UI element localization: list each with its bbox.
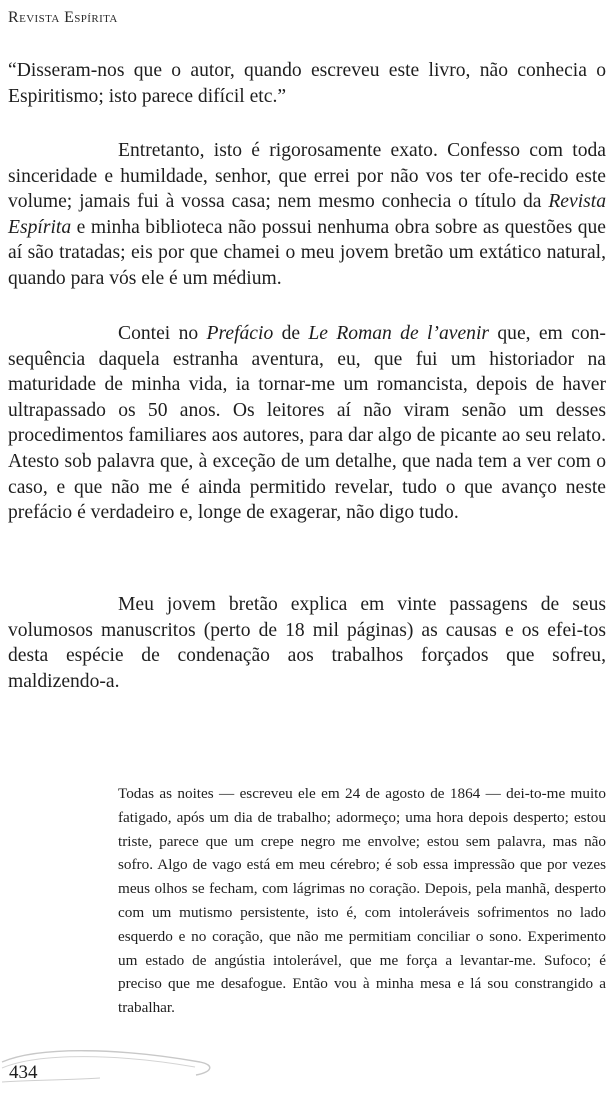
italic-title-revista: Revista Espírita	[8, 191, 606, 238]
paragraph-text: que, em con-sequência daquela estranha aventura, eu, que fui um historiador na maturidade de minha vida, ia tornar-me um romancista, depois de haver ultrapassado os 50 anos. Os leitores aí não viram senão um desses procedimentos familiares aos autores, para dar algo de picante ao seu relato. Atesto sob palavra que, à exceção de um detalhe, que nada tem a ver com o caso, e que não me é ainda permitido revelar, tudo o que avanço neste prefácio é verdadeiro e, longe de exagerar, não digo tudo.	[8, 323, 606, 524]
paragraph-text: Entretanto, isto é rigorosamente exato. Confesso com toda sinceridade e humildade, senhor, que errei por não vos ter ofe-recido este volume; jamais fui à vossa casa; nem mesmo conhecia o título da	[8, 140, 606, 213]
italic-title-roman: Le Roman de l’avenir	[308, 323, 490, 344]
italic-title-prefacio: Prefácio	[206, 323, 274, 344]
page-number: 434	[9, 1062, 38, 1083]
opening-quote-paragraph: “Disseram-nos que o autor, quando escreveu este livro, não conhecia o Espiritismo; isto parece difícil etc.”	[8, 60, 606, 107]
running-head-title: Revista Espírita	[8, 9, 118, 26]
decorative-swoosh-icon	[0, 1042, 260, 1092]
paragraph-text: e minha biblioteca não possui nenhuma obra sobre as questões que aí são tratadas; eis por que chamei o meu jovem bretão um extático natural, quando para vós ele é um médium.	[8, 216, 606, 289]
paragraph-text: Contei no	[118, 323, 199, 344]
paragraph-contei	[8, 321, 606, 526]
block-quote: Todas as noites — escreveu ele em 24 de agosto de 1864 — dei-to-me muito fatigado, após um dia de trabalho; adormeço; uma hora depois desperto; estou triste, parece que um crepe negro me envolve; estou sem palavra, mas não sofro. Algo de vago está em meu cérebro; é sob essa impressão que por vezes meus olhos se fecham, com lágrimas no coração. Depois, pela manhã, desperto com um mutismo persistente, isto é, com intoleráveis sofrimentos no lado esquerdo e no coração, que não me permitiam conciliar o sono. Experimento um estado de angústia intolerável, que me força a levantar-me. Sufoco; é preciso que me desafogue. Então vou à minha mesa e lá sou constrangido a trabalhar.	[118, 785, 606, 1017]
paragraph-text: de	[281, 323, 301, 344]
paragraph-entretanto	[8, 138, 606, 292]
paragraph-meu-jovem: Meu jovem bretão explica em vinte passagens de seus volumosos manuscritos (perto de 18 mil páginas) as causas e os efei-tos desta espécie de condenação aos trabalhos forçados que sofreu, maldizendo-a.	[8, 594, 606, 692]
